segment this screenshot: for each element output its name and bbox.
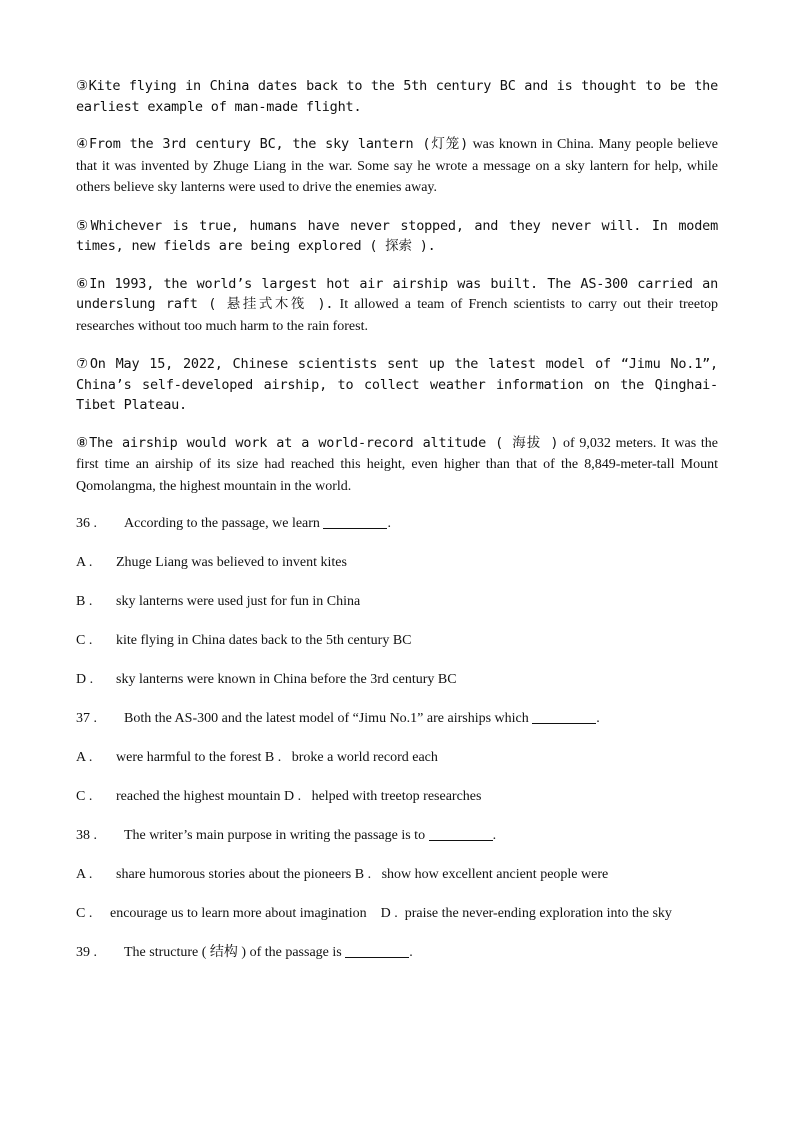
- question-stem: The writer’s main purpose in writing the passage is to: [124, 828, 426, 843]
- option-36-a[interactable]: [76, 553, 718, 573]
- option-text-d[interactable]: helped with treetop researches: [311, 789, 482, 804]
- question-stem: According to the passage, we learn: [124, 516, 320, 531]
- option-text-c[interactable]: reached the highest mountain: [116, 789, 281, 804]
- question-stem: The structure ( 结构 ) of the passage is: [124, 945, 342, 960]
- paragraph-6: [76, 274, 718, 338]
- option-label-c[interactable]: C .: [76, 906, 93, 921]
- paragraph-4-part-2: was known in China. Many people believe that it was invented by Zhuge Liang in the war. Some say he wrote a message on a sky lantern for help, while others believe sky lanterns were used to drive the enemies away.: [76, 137, 718, 195]
- option-label: A .: [76, 555, 93, 570]
- option-text-c[interactable]: encourage us to learn more about imagination: [110, 906, 367, 921]
- option-label: D .: [76, 672, 94, 687]
- options-38-ab: [76, 865, 718, 885]
- option-label-a[interactable]: A .: [76, 867, 93, 882]
- option-text-b[interactable]: show how excellent ancient people were: [381, 867, 609, 882]
- question-end: .: [596, 711, 600, 726]
- answer-blank[interactable]: [345, 943, 409, 958]
- option-text-b[interactable]: broke a world record each: [291, 750, 438, 765]
- paragraph-4: [76, 134, 718, 199]
- paragraph-3: ③Kite flying in China dates back to the 5th century BC and is thought to be the earliest example of man-made flight.: [76, 78, 718, 115]
- option-label-d[interactable]: D .: [283, 789, 302, 804]
- option-36-d[interactable]: [76, 670, 718, 690]
- option-label-a[interactable]: A .: [76, 750, 93, 765]
- option-label: C .: [76, 633, 93, 648]
- question-36: [76, 514, 718, 534]
- question-number: 37 .: [76, 711, 97, 726]
- option-label-b[interactable]: B .: [264, 750, 282, 765]
- paragraph-6-part-1: ⑥In 1993, the world’s largest hot air airship was built. The AS-300 carried an underslung raft ( 悬挂式木筏 ).: [76, 275, 718, 312]
- answer-blank[interactable]: [323, 514, 387, 529]
- option-label-c[interactable]: C .: [76, 789, 93, 804]
- paragraph-6-part-2: It allowed a team of French scientists to carry out their treetop researches without too much harm to the rain forest.: [76, 297, 718, 334]
- option-text: Zhuge Liang was believed to invent kites: [116, 555, 347, 570]
- answer-blank[interactable]: [429, 826, 493, 841]
- paragraph-7: ⑦On May 15, 2022, Chinese scientists sent up the latest model of “Jimu No.1”, China’s self-developed airship, to collect weather information on the Qinghai-Tibet Plateau.: [76, 356, 718, 413]
- question-number: 38 .: [76, 828, 97, 843]
- option-label-b[interactable]: B .: [354, 867, 372, 882]
- answer-blank[interactable]: [532, 709, 596, 724]
- question-39: [76, 943, 718, 963]
- option-text-a[interactable]: share humorous stories about the pioneers: [116, 867, 352, 882]
- question-37: [76, 709, 718, 729]
- options-37-ab: [76, 748, 718, 768]
- option-label-d[interactable]: D .: [380, 906, 398, 921]
- question-end: .: [492, 828, 497, 843]
- option-36-b[interactable]: [76, 592, 718, 612]
- options-38-cd: [76, 904, 718, 924]
- option-text: kite flying in China dates back to the 5th century BC: [116, 633, 412, 648]
- question-end: .: [387, 516, 391, 531]
- paragraph-8-part-2: of 9,032 meters. It was the first time an airship of its size had reached this height, even higher than that of the 8,849-meter-tall Mount Qomolangma, the highest mountain in the world.: [76, 435, 718, 494]
- option-text: sky lanterns were known in China before the 3rd century BC: [116, 672, 457, 687]
- paragraph-8-part-1: ⑧The airship would work at a world-record altitude ( 海拔 ): [76, 434, 559, 451]
- paragraph-8: [76, 433, 718, 498]
- question-end: .: [409, 945, 413, 960]
- option-text-d[interactable]: praise the never-ending exploration into the sky: [404, 906, 672, 921]
- question-number: 36 .: [76, 516, 97, 531]
- option-text: sky lanterns were used just for fun in China: [116, 594, 361, 609]
- paragraph-5: ⑤Whichever is true, humans have never stopped, and they never will. In modem times, new fields are being explored ( 探索 ).: [76, 217, 718, 254]
- paragraph-4-part-1: ④From the 3rd century BC, the sky lantern (灯笼): [76, 136, 469, 152]
- question-number: 39 .: [76, 945, 97, 960]
- option-text-a[interactable]: were harmful to the forest: [116, 750, 262, 765]
- question-38: [76, 826, 718, 846]
- option-36-c[interactable]: [76, 631, 718, 651]
- options-37-cd: [76, 787, 718, 807]
- question-stem: Both the AS-300 and the latest model of “Jimu No.1” are airships which: [124, 711, 529, 726]
- option-label: B .: [76, 594, 93, 609]
